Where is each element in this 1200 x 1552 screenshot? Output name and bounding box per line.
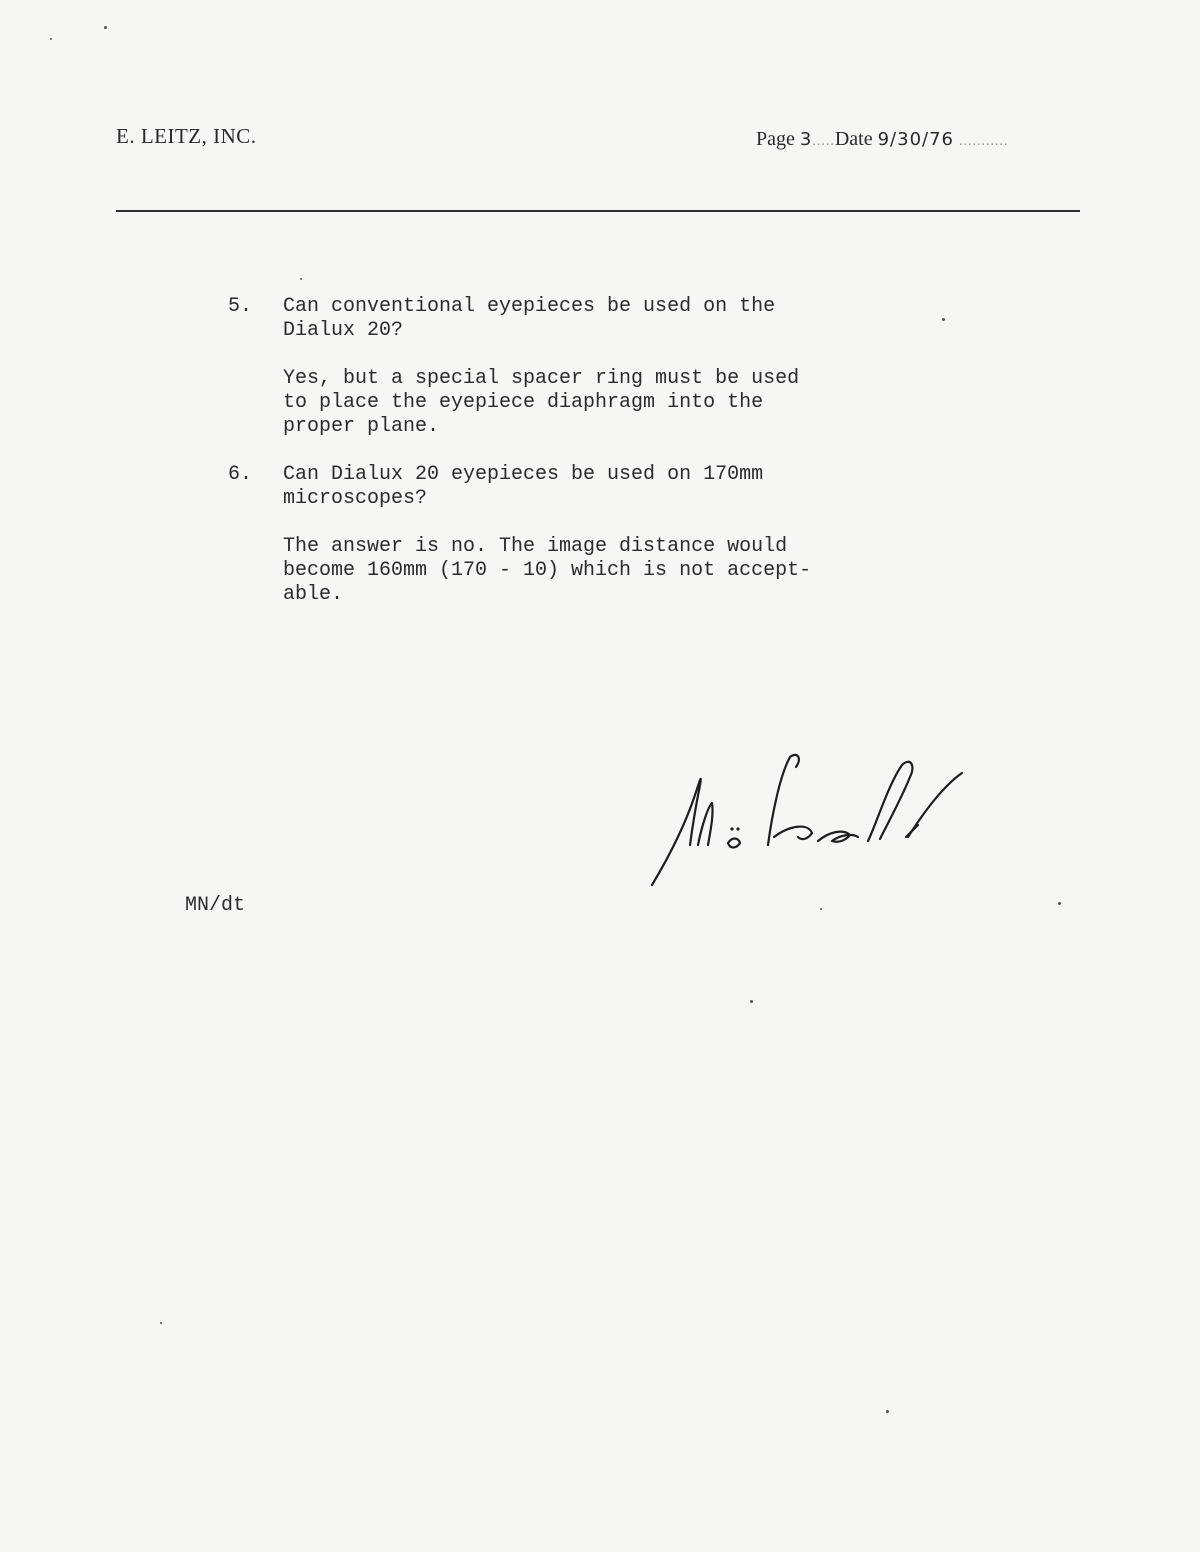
qa-item-body bbox=[283, 463, 943, 607]
page-dots: ..... bbox=[812, 134, 835, 149]
qa-answer: The answer is no. The image distance would become 160mm (170 - 10) which is not accept- able. bbox=[283, 535, 812, 606]
paper-speck bbox=[820, 908, 822, 910]
date-label: Date bbox=[834, 128, 873, 150]
paper-speck bbox=[750, 1000, 753, 1003]
date-value: 9/30/76 bbox=[877, 129, 954, 150]
company-name: E. LEITZ, INC. bbox=[116, 124, 257, 148]
paper-speck bbox=[104, 26, 107, 29]
paper-speck bbox=[50, 38, 52, 40]
typist-initials: MN/dt bbox=[185, 894, 246, 917]
qa-answer: Yes, but a special spacer ring must be used to place the eyepiece diaphragm into the proper plane. bbox=[283, 367, 800, 438]
page-number: 3 bbox=[799, 129, 813, 150]
date-dots: ........... bbox=[959, 134, 1009, 149]
qa-question: Can conventional eyepieces be used on the Dialux 20? bbox=[283, 295, 776, 342]
qa-question: Can Dialux 20 eyepieces be used on 170mm microscopes? bbox=[283, 463, 764, 510]
page-date-line bbox=[756, 128, 1009, 151]
paper-speck bbox=[300, 278, 302, 280]
header-rule bbox=[116, 210, 1080, 212]
paper-speck bbox=[942, 318, 945, 321]
handwritten-signature bbox=[640, 745, 980, 895]
paper-speck bbox=[160, 1322, 162, 1324]
paper-speck bbox=[1058, 902, 1061, 905]
qa-item-body bbox=[283, 295, 943, 439]
qa-item-number: 6. bbox=[228, 463, 253, 486]
paper-speck bbox=[886, 1410, 889, 1413]
page-label: Page bbox=[756, 128, 795, 150]
qa-item-number: 5. bbox=[228, 295, 253, 318]
